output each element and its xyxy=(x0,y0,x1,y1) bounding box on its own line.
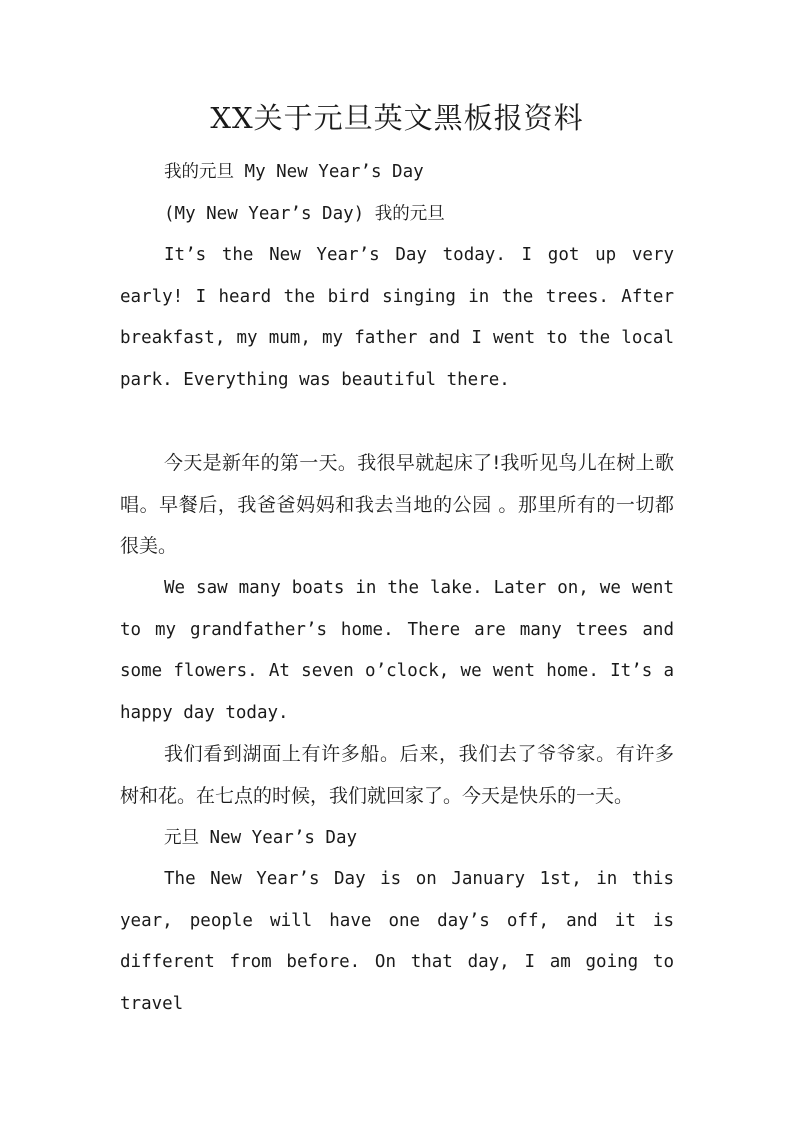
paragraph-heading-my-new-years-day: 我的元旦 My New Year’s Day xyxy=(164,162,424,182)
paragraph-heading-new-years-day: 元旦 New Year’s Day xyxy=(164,827,358,848)
paragraph-chinese-2: 我们看到湖面上有许多船。后来，我们去了爷爷家。有许多树和花。在七点的时候，我们就回家了。今天是快乐的一天。 xyxy=(120,743,674,807)
paragraph-spacer xyxy=(120,402,674,444)
document-body xyxy=(120,152,674,1025)
paragraph-english-1: It’s the New Year’s Day today. I got up very early! I heard the bird singing in the trees. After breakfast, my mum, my father and I went to the local park. Everything was beautiful there. xyxy=(120,245,674,390)
paragraph-chinese-1: 今天是新年的第一天。我很早就起床了!我听见鸟儿在树上歌唱。早餐后，我爸爸妈妈和我去当地的公园 。那里所有的一切都很美。 xyxy=(120,452,674,558)
paragraph-english-2: We saw many boats in the lake. Later on, we went to my grandfather’s home. There are many trees and some flowers. At seven o’clock, we went home. It’s a happy day today. xyxy=(120,577,674,723)
paragraph-english-3: The New Year’s Day is on January 1st, in this year, people will have one day’s off, and it is different from before. On that day, I am going to travel xyxy=(120,869,674,1014)
document-title: XX关于元旦英文黑板报资料 xyxy=(210,101,584,135)
paragraph-subheading: (My New Year’s Day) 我的元旦 xyxy=(164,203,445,224)
